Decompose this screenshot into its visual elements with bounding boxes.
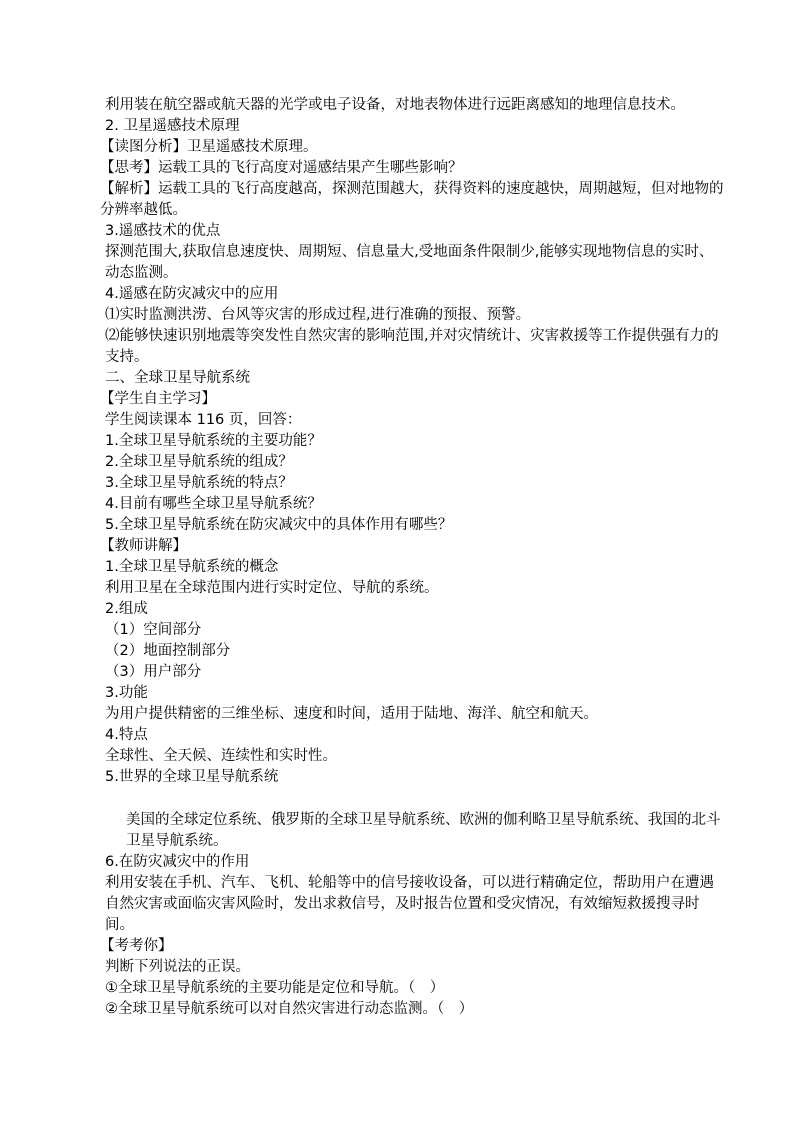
text-line: 2.全球卫星导航系统的组成？ (105, 454, 293, 470)
text-line: 探测范围大,获取信息速度快、周期短、信息量大,受地面条件限制少,能够实现地物信息的实时、动态监测。 (105, 244, 714, 281)
text-line: 5.全球卫星导航系统在防灾减灾中的具体作用有哪些？ (105, 517, 453, 533)
text-line: ⑵能够快速识别地震等突发性自然灾害的影响范围,并对灾情统计、灾害救援等工作提供强有力的支持。 (105, 328, 719, 365)
text-line: （3）用户部分 (105, 664, 202, 680)
blank-line (76, 788, 724, 810)
text-line: 【学生自主学习】 (100, 391, 216, 407)
text-line: 【思考】运载工具的飞行高度对遥感结果产生哪些影响？ (100, 160, 463, 176)
text-line: ⑴实时监测洪涝、台风等灾害的形成过程,进行准确的预报、预警。 (105, 307, 531, 323)
text-line: 为用户提供精密的三维坐标、速度和时间，适用于陆地、海洋、航空和航天。 (105, 706, 598, 722)
text-line: 二、全球卫星导航系统 (105, 370, 250, 386)
text-line: 1.全球卫星导航系统的概念 (105, 559, 279, 575)
text-line: 利用安装在手机、汽车、飞机、轮船等中的信号接收设备，可以进行精确定位，帮助用户在遭遇自然灾害或面临灾害风险时，发出求救信号，及时报告位置和受灾情况，有效缩短救援搜寻时间。 (105, 875, 714, 933)
text-line: 【读图分析】卫星遥感技术原理。 (100, 139, 318, 155)
text-line: 2.组成 (105, 601, 148, 617)
text-line: 1.全球卫星导航系统的主要功能？ (105, 433, 322, 449)
text-line: 3.全球卫星导航系统的特点？ (105, 475, 293, 491)
text-line: 【解析】运载工具的飞行高度越高，探测范围越大，获得资料的速度越快，周期越短，但对地物的分辨率越低。 (100, 181, 724, 218)
text-line: 4.遥感在防灾减灾中的应用 (105, 286, 279, 302)
text-line: 4.特点 (105, 727, 148, 743)
text-line: 【教师讲解】 (100, 538, 187, 554)
text-line: 2. 卫星遥感技术原理 (105, 118, 240, 134)
text-line: 学生阅读课本 116 页，回答： (105, 412, 302, 428)
text-line: 判断下列说法的正误。 (105, 959, 250, 975)
text-line: 6.在防灾减灾中的作用 (105, 854, 250, 870)
text-line: 利用装在航空器或航天器的光学或电子设备，对地表物体进行远距离感知的地理信息技术。 (105, 97, 685, 113)
document-body (76, 95, 724, 1020)
text-line: 4.目前有哪些全球卫星导航系统？ (105, 496, 322, 512)
text-line: 全球性、全天候、连续性和实时性。 (105, 748, 337, 764)
text-line: 【考考你】 (100, 938, 173, 954)
text-line: 5.世界的全球卫星导航系统 (105, 769, 279, 785)
text-line: （2）地面控制部分 (105, 643, 231, 659)
text-line: 利用卫星在全球范围内进行实时定位、导航的系统。 (105, 580, 439, 596)
text-line: 3.功能 (105, 685, 148, 701)
text-line: ②全球卫星导航系统可以对自然灾害进行动态监测。（ ） (105, 1001, 474, 1017)
text-line: ①全球卫星导航系统的主要功能是定位和导航。（ ） (105, 980, 445, 996)
text-line: 3.遥感技术的优点 (105, 223, 221, 239)
text-line: 美国的全球定位系统、俄罗斯的全球卫星导航系统、欧洲的伽利略卫星导航系统、我国的北斗卫星导航系统。 (126, 812, 721, 849)
text-line: （1）空间部分 (105, 622, 202, 638)
